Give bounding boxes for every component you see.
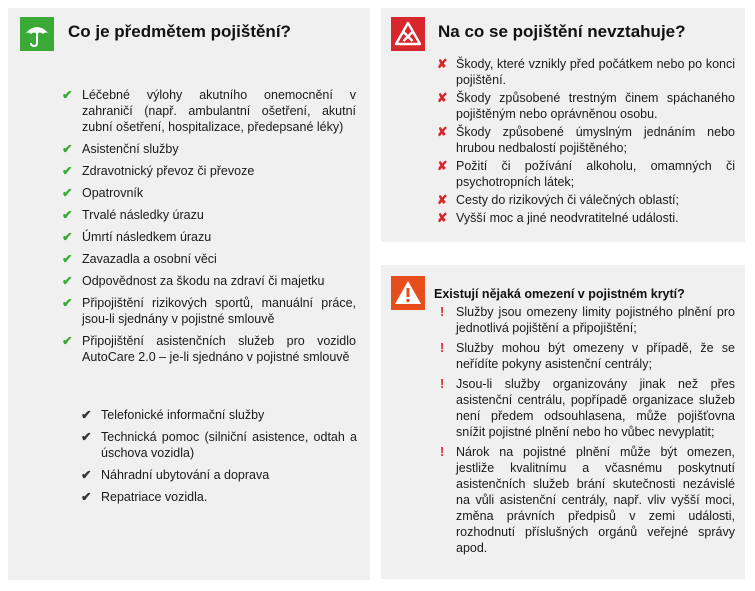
list-item: ! Služby jsou omezeny limity pojistného plnění pro jednotlivá pojištění a připojištění; <box>440 305 735 335</box>
list-item: ✔ Repatriace vozidla. <box>81 490 208 504</box>
list-item: ✔ Zavazadla a osobní věci <box>62 252 217 266</box>
check-icon: ✔ <box>81 430 92 444</box>
cross-icon: ✘ <box>437 91 448 105</box>
list-item: ✔ Připojištění asistenčních služeb pro vozidlo AutoCare 2.0 – je-li sjednáno v pojistné smlouvě <box>62 334 356 364</box>
limits-panel <box>381 265 745 579</box>
exclamation-icon: ! <box>440 305 445 319</box>
umbrella-icon <box>20 17 54 51</box>
covered-title: Co je předmětem pojištění? <box>68 22 291 41</box>
limits-title: Existují nějaká omezení v pojistném krytí? <box>434 287 685 301</box>
list-item: ✘ Požití či požívání alkoholu, omamných či psychotropních látek; <box>437 159 735 189</box>
list-item: ✔ Zdravotnický převoz či převoze <box>62 164 255 178</box>
list-item: ! Jsou-li služby organizovány jinak než přes asistenční centrálu, popřípadě organizace služeb není předem odsouhlasena, může pojišťovna snížit pojistné plnění nebo ho vůbec nevyplatit; <box>440 377 735 439</box>
cross-icon: ✘ <box>437 159 448 173</box>
check-icon: ✔ <box>62 164 73 178</box>
check-icon: ✔ <box>62 252 73 266</box>
check-icon: ✔ <box>81 468 92 482</box>
warning-triangle-icon <box>391 276 425 310</box>
cross-icon: ✘ <box>437 125 448 139</box>
check-icon: ✔ <box>62 186 73 200</box>
excluded-list <box>437 56 735 228</box>
check-icon: ✔ <box>62 208 73 222</box>
excluded-panel <box>381 8 745 242</box>
list-item: ! Služby mohou být omezeny v případě, že se neřídíte pokyny asistenční centrály; <box>440 341 735 371</box>
check-icon: ✔ <box>62 142 73 156</box>
list-item: ✘ Cesty do rizikových či válečných oblastí; <box>437 193 680 207</box>
check-icon: ✔ <box>81 490 92 504</box>
cross-icon: ✘ <box>437 211 448 225</box>
list-item: ✔ Úmrtí následkem úrazu <box>62 230 212 244</box>
cross-icon: ✘ <box>437 57 448 71</box>
list-item: ✔ Telefonické informační služby <box>81 408 265 422</box>
check-icon: ✔ <box>62 88 73 102</box>
list-item: ✔ Odpovědnost za škodu na zdraví či majetku <box>62 274 325 288</box>
cross-icon: ✘ <box>437 193 448 207</box>
list-item: ✔ Opatrovník <box>62 186 144 200</box>
list-item: ✔ Asistenční služby <box>62 142 179 156</box>
limits-list <box>437 304 735 560</box>
list-item: ✔ Technická pomoc (silniční asistence, odtah a úschova vozidla) <box>81 430 357 460</box>
list-item: ✘ Škody způsobené trestným činem spáchaného pojištěným nebo oprávněnou osobu. <box>437 91 735 121</box>
covered-sublist <box>81 407 357 511</box>
check-icon: ✔ <box>81 408 92 422</box>
check-icon: ✔ <box>62 274 73 288</box>
covered-list <box>62 87 356 371</box>
exclamation-icon: ! <box>440 341 445 355</box>
exclamation-icon: ! <box>440 445 445 459</box>
check-icon: ✔ <box>62 230 73 244</box>
covered-panel <box>8 8 370 580</box>
list-item: ✘ Vyšší moc a jiné neodvratitelné události. <box>437 211 679 225</box>
list-item: ✘ Škody, které vznikly před počátkem nebo po konci pojištění. <box>437 57 735 87</box>
exclamation-icon: ! <box>440 377 445 391</box>
list-item: ✔ Připojištění rizikových sportů, manuální práce, jsou-li sjednány v pojistné smlouvě <box>62 296 356 326</box>
list-item: ✔ Léčebné výlohy akutního onemocnění v zahraničí (např. ambulantní ošetření, akutní zubní ošetření, hospitalizace, předepsané léky) <box>62 88 356 134</box>
list-item: ✔ Trvalé následky úrazu <box>62 208 204 222</box>
list-item: ! Nárok na pojistné plnění může být omezen, jestliže kvalitnímu a včasnému poskytnutí asistenčních služeb brání skutečnosti nezávislé na vůli asistenční centrály, např. vliv vyšší moci, změna právních předpisů v zemi události, rozhodnutí příslušných orgánů veřejné správy apod. <box>440 445 735 555</box>
check-icon: ✔ <box>62 296 73 310</box>
excluded-title: Na co se pojištění nevztahuje? <box>438 22 686 41</box>
check-icon: ✔ <box>62 334 73 348</box>
list-item: ✔ Náhradní ubytování a doprava <box>81 468 270 482</box>
list-item: ✘ Škody způsobené úmyslným jednáním nebo hrubou nedbalostí pojištěného; <box>437 125 735 155</box>
excluded-cross-icon <box>391 17 425 51</box>
